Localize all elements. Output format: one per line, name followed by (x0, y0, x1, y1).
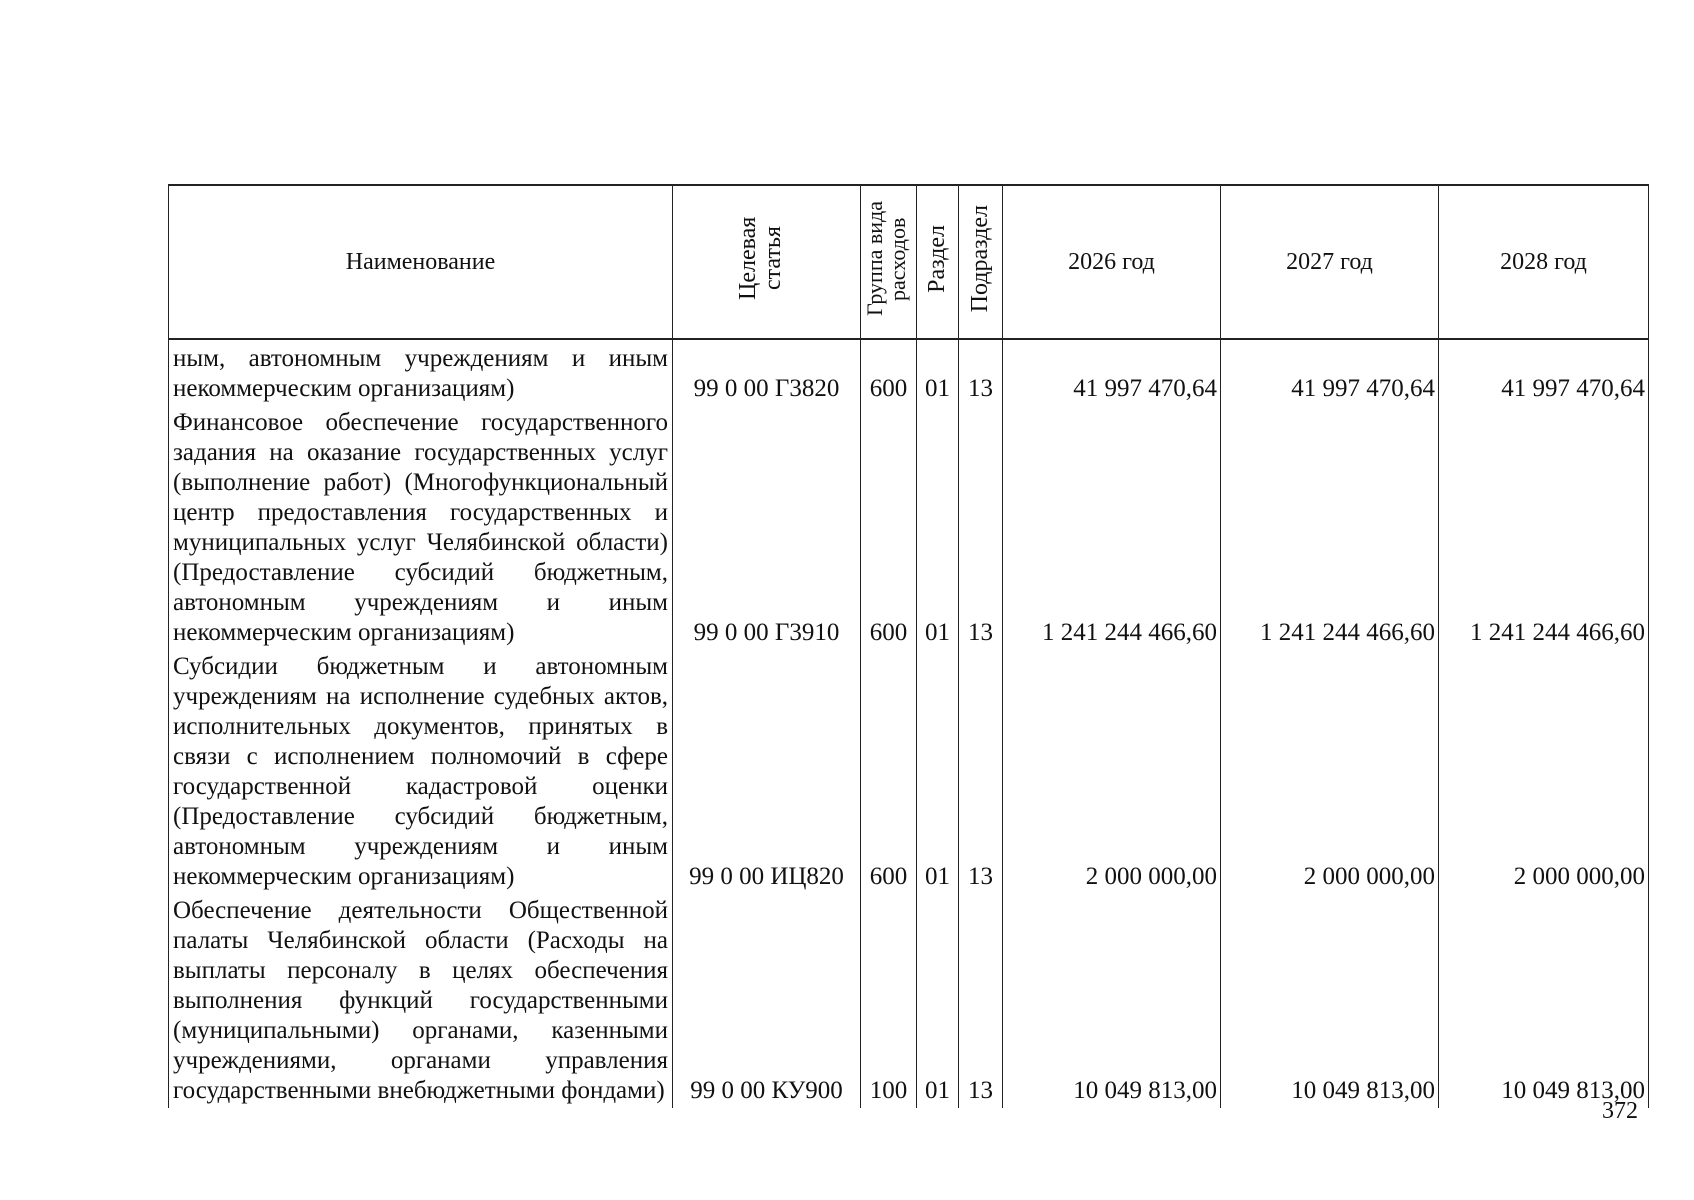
header-name: Наименование (169, 185, 673, 339)
row-section: 01 (917, 339, 959, 404)
row-2027: 41 997 470,64 (1221, 339, 1439, 404)
page-number: 372 (1602, 1098, 1638, 1124)
row-2026: 10 049 813,00 (1003, 892, 1221, 1108)
row-group: 100 (861, 892, 917, 1108)
row-group: 600 (861, 648, 917, 892)
table-row (169, 892, 1649, 1108)
header-2026: 2026 год (1003, 185, 1221, 339)
row-2028: 1 241 244 466,60 (1439, 404, 1649, 648)
header-subsection-label: Подраздел (966, 204, 993, 313)
row-2027: 2 000 000,00 (1221, 648, 1439, 892)
header-section (917, 185, 959, 339)
row-group: 600 (861, 339, 917, 404)
row-2028: 41 997 470,64 (1439, 339, 1649, 404)
row-2026: 1 241 244 466,60 (1003, 404, 1221, 648)
row-group: 600 (861, 404, 917, 648)
row-section: 01 (917, 648, 959, 892)
row-2026: 2 000 000,00 (1003, 648, 1221, 892)
row-target: 99 0 00 Г3910 (673, 404, 861, 648)
row-2026: 41 997 470,64 (1003, 339, 1221, 404)
row-section: 01 (917, 892, 959, 1108)
row-name: Субсидии бюджетным и автономным учреждениям на исполнение судебных актов, исполнительных документов, принятых в связи с исполнением полномочий в сфере государственной кадастровой оценки (Предоставление субсидий бюджетным, автономным учреждениям и иным некоммерческим организациям) (169, 648, 673, 892)
table-row (169, 339, 1649, 404)
header-group (861, 185, 917, 339)
row-subsection: 13 (959, 648, 1003, 892)
row-target: 99 0 00 КУ900 (673, 892, 861, 1108)
row-subsection: 13 (959, 404, 1003, 648)
row-subsection: 13 (959, 892, 1003, 1108)
table-header-row (169, 185, 1649, 339)
row-target: 99 0 00 Г3820 (673, 339, 861, 404)
header-target-label: Целевая статья (734, 216, 786, 301)
table-row (169, 648, 1649, 892)
row-2028: 10 049 813,00 (1439, 892, 1649, 1108)
header-2027: 2027 год (1221, 185, 1439, 339)
table-row (169, 404, 1649, 648)
row-name: ным, автономным учреждениям и иным некоммерческим организациям) (169, 339, 673, 404)
header-target (673, 185, 861, 339)
row-2027: 10 049 813,00 (1221, 892, 1439, 1108)
budget-table (168, 184, 1649, 1108)
header-group-label: Группа вида расходов (861, 201, 910, 316)
row-section: 01 (917, 404, 959, 648)
row-name: Финансовое обеспечение государственного задания на оказание государственных услуг (выполнение работ) (Многофункциональный центр предоставления государственных и муниципальных услуг Челябинской области) (Предоставление субсидий бюджетным, автономным учреждениям и иным некоммерческим организациям) (169, 404, 673, 648)
header-subsection (959, 185, 1003, 339)
header-section-label: Раздел (923, 224, 950, 293)
row-target: 99 0 00 ИЦ820 (673, 648, 861, 892)
row-name: Обеспечение деятельности Общественной палаты Челябинской области (Расходы на выплаты персоналу в целях обеспечения выполнения функций государственными (муниципальными) органами, казенными учреждениями, органами управления государственными внебюджетными фондами) (169, 892, 673, 1108)
row-2028: 2 000 000,00 (1439, 648, 1649, 892)
row-2027: 1 241 244 466,60 (1221, 404, 1439, 648)
row-subsection: 13 (959, 339, 1003, 404)
header-2028: 2028 год (1439, 185, 1649, 339)
